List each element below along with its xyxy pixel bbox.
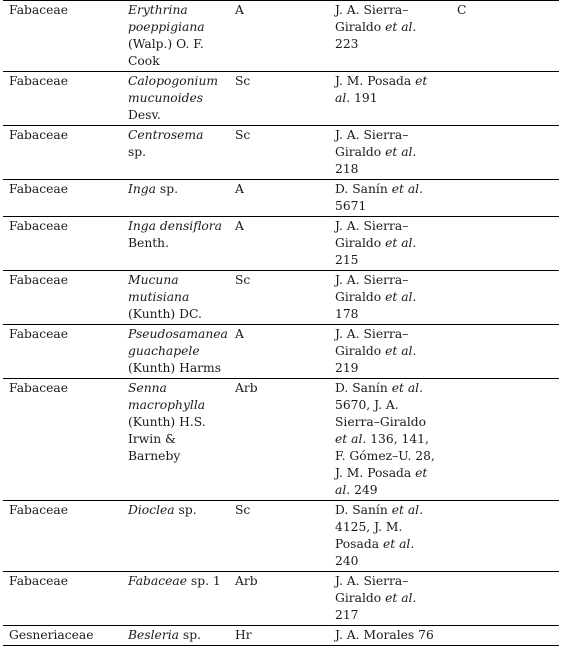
species-name: Mucuna mutisiana <box>128 273 190 304</box>
species-cell <box>122 126 229 180</box>
species-name: Senna macrophylla <box>128 381 206 412</box>
species-cell <box>122 217 229 271</box>
collector-cell <box>329 180 443 217</box>
family-cell: Fabaceae <box>3 1 122 72</box>
collector-cell <box>329 325 443 379</box>
collector-text: J. A. Sierra–Giraldo <box>335 219 409 250</box>
extra-cell <box>443 217 559 271</box>
et-al: et al. <box>391 381 423 395</box>
species-cell <box>122 379 229 501</box>
family-cell: Fabaceae <box>3 325 122 379</box>
extra-cell <box>443 626 559 646</box>
table-row <box>3 126 559 180</box>
extra-cell <box>443 501 559 572</box>
collector-number: 215 <box>335 253 359 267</box>
species-name: Inga densiflora <box>128 219 223 233</box>
table-row <box>3 271 559 325</box>
species-name: Besleria <box>128 628 179 642</box>
collector-number: 223 <box>335 37 359 51</box>
species-cell <box>122 72 229 126</box>
collector-cell <box>329 126 443 180</box>
habit-cell: Sc <box>229 72 329 126</box>
collector-text: J. A. Sierra–Giraldo <box>335 273 409 304</box>
species-cell <box>122 180 229 217</box>
collector-text: 5670, J. A. Sierra–Giraldo <box>335 398 427 429</box>
collector-number: 217 <box>335 608 359 622</box>
habit-cell: A <box>229 217 329 271</box>
collector-number: 178 <box>335 307 359 321</box>
table-row <box>3 180 559 217</box>
collector-text: D. Sanín <box>335 503 392 517</box>
species-cell <box>122 626 229 646</box>
species-author: sp. <box>178 628 201 642</box>
extra-cell <box>443 126 559 180</box>
habit-cell: Arb <box>229 379 329 501</box>
species-author: sp. <box>155 182 178 196</box>
collector-text: 136, 141, F. Gómez–U. 28, J. M. Posada <box>335 432 435 480</box>
collector-number: 249 <box>350 483 378 497</box>
species-author: (Kunth) DC. <box>128 307 202 321</box>
collector-cell <box>329 572 443 626</box>
habit-cell: A <box>229 180 329 217</box>
species-author: (Kunth) H.S. Irwin & Barneby <box>128 415 206 463</box>
collector-cell <box>329 379 443 501</box>
family-cell: Fabaceae <box>3 501 122 572</box>
habit-cell: Sc <box>229 126 329 180</box>
species-author: sp. 1 <box>187 574 221 588</box>
species-cell <box>122 501 229 572</box>
family-cell: Fabaceae <box>3 271 122 325</box>
collector-number: 240 <box>335 554 359 568</box>
table-row <box>3 379 559 501</box>
collector-text: J. M. Posada <box>335 74 416 88</box>
family-cell: Fabaceae <box>3 217 122 271</box>
species-author: sp. <box>174 503 197 517</box>
species-name: Pseudosamanea guachapele <box>128 327 228 358</box>
table-row <box>3 572 559 626</box>
et-al: et al. <box>335 74 428 105</box>
collector-text: J. A. Sierra–Giraldo <box>335 3 409 34</box>
table-row <box>3 217 559 271</box>
species-cell <box>122 271 229 325</box>
habit-cell: Arb <box>229 572 329 626</box>
habit-cell: A <box>229 1 329 72</box>
species-name: Dioclea <box>128 503 175 517</box>
et-al: et al. <box>335 432 367 446</box>
et-al: et al. <box>335 466 428 497</box>
collector-cell <box>329 217 443 271</box>
species-cell <box>122 1 229 72</box>
species-name: Inga <box>128 182 156 196</box>
habit-cell: Sc <box>229 271 329 325</box>
collector-text: J. A. Sierra–Giraldo <box>335 327 409 358</box>
collector-cell <box>329 72 443 126</box>
species-name: Fabaceae <box>128 574 188 588</box>
extra-cell <box>443 572 559 626</box>
species-cell <box>122 325 229 379</box>
et-al: et al. <box>385 20 417 34</box>
et-al: et al. <box>391 503 423 517</box>
table-row <box>3 325 559 379</box>
collector-text: D. Sanín <box>335 182 392 196</box>
family-cell: Fabaceae <box>3 379 122 501</box>
collector-number: 218 <box>335 162 359 176</box>
collector-text: 4125, J. M. Posada <box>335 520 403 551</box>
family-cell: Fabaceae <box>3 126 122 180</box>
species-name: Centrosema <box>128 128 204 142</box>
species-author: (Kunth) Harms <box>128 361 222 375</box>
extra-cell <box>443 180 559 217</box>
et-al: et al. <box>385 290 417 304</box>
collector-text: J. A. Sierra–Giraldo <box>335 128 409 159</box>
extra-cell <box>443 72 559 126</box>
collector-cell <box>329 626 443 646</box>
species-author: Desv. <box>128 108 161 122</box>
collector-cell <box>329 271 443 325</box>
collector-text: J. A. Morales 76 <box>335 628 434 642</box>
species-cell <box>122 572 229 626</box>
habit-cell: A <box>229 325 329 379</box>
table-row <box>3 626 559 646</box>
collector-cell <box>329 1 443 72</box>
habit-cell: Sc <box>229 501 329 572</box>
collector-cell <box>329 501 443 572</box>
species-name: Erythrina poeppigiana <box>128 3 205 34</box>
family-cell: Gesneriaceae <box>3 626 122 646</box>
collector-number: 219 <box>335 361 359 375</box>
species-name: Calopogonium mucunoides <box>128 74 219 105</box>
species-author: sp. <box>128 145 147 159</box>
habit-cell: Hr <box>229 626 329 646</box>
et-al: et al. <box>382 537 415 551</box>
table-row <box>3 72 559 126</box>
et-al: et al. <box>391 182 423 196</box>
family-cell: Fabaceae <box>3 72 122 126</box>
et-al: et al. <box>385 145 417 159</box>
collector-text: D. Sanín <box>335 381 392 395</box>
collector-number: 191 <box>350 91 378 105</box>
table-row <box>3 1 559 72</box>
family-cell: Fabaceae <box>3 180 122 217</box>
et-al: et al. <box>385 344 417 358</box>
collector-number: 5671 <box>335 199 367 213</box>
family-cell: Fabaceae <box>3 572 122 626</box>
extra-cell <box>443 379 559 501</box>
species-author: Benth. <box>128 236 170 250</box>
species-table <box>3 0 559 646</box>
species-author: (Walp.) O. F. Cook <box>128 37 204 68</box>
table-row <box>3 501 559 572</box>
extra-cell <box>443 325 559 379</box>
extra-cell <box>443 271 559 325</box>
et-al: et al. <box>385 591 417 605</box>
et-al: et al. <box>385 236 417 250</box>
extra-cell: C <box>443 1 559 72</box>
collector-text: J. A. Sierra–Giraldo <box>335 574 409 605</box>
